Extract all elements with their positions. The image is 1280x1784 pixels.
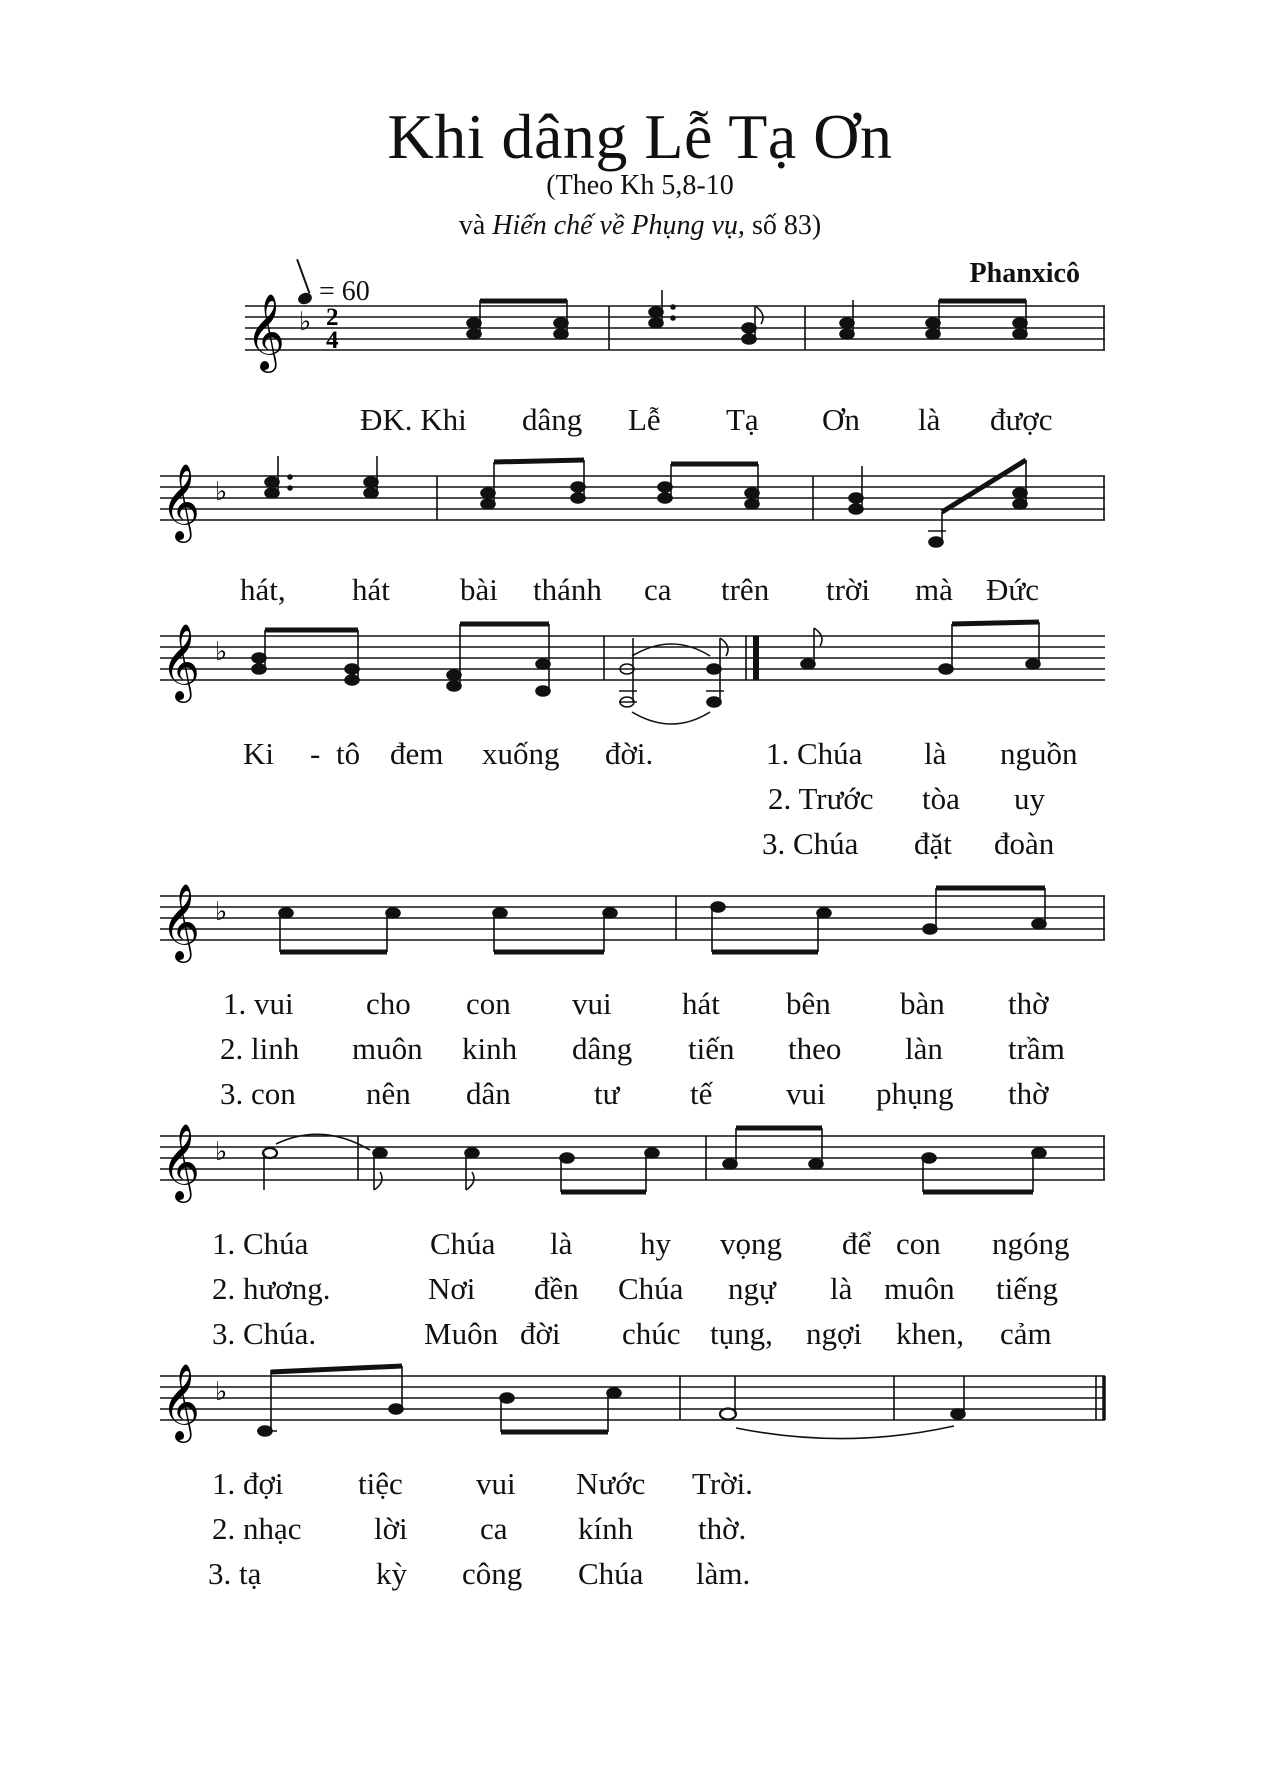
lyric-syllable: Trời. [692, 1466, 753, 1501]
lyric-syllable: Ơn [822, 402, 860, 437]
lyric-syllable: dâng [522, 402, 583, 437]
lyric-syllable: làn [905, 1031, 943, 1066]
lyric-syllable: tế [690, 1076, 713, 1111]
lyric-syllable: ca [644, 572, 672, 607]
lyric-syllable: kinh [462, 1031, 518, 1066]
lyric-syllable: ngợi [806, 1316, 863, 1351]
lyric-syllable: để [842, 1226, 872, 1261]
lyric-syllable: bài [460, 572, 498, 607]
lyric-syllable: 1. Chúa [766, 736, 863, 771]
lyric-syllable: 1. Chúa [212, 1226, 309, 1261]
lyric-syllable: đời [520, 1316, 561, 1351]
flat-sign: ♭ [215, 477, 228, 507]
lyric-syllable: là [918, 402, 941, 437]
subtitle-source-italic: Hiến chế về Phụng vụ, [492, 210, 745, 241]
lyric-syllable: Nơi [428, 1271, 476, 1306]
lyric-syllable: 2. hương. [212, 1271, 331, 1306]
lyric-syllable: 1. đợi [212, 1466, 284, 1501]
composer-name: Phanxicô [969, 258, 1080, 289]
lyric-syllable: làm. [696, 1556, 751, 1591]
tempo-value: = 60 [319, 276, 370, 307]
lyric-syllable: nguồn [1000, 736, 1078, 771]
flat-sign: ♭ [215, 637, 228, 667]
time-sig-bottom: 4 [326, 327, 339, 354]
lyric-syllable: là [830, 1271, 853, 1306]
lyric-syllable: là [924, 736, 947, 771]
lyric-syllable: bên [786, 986, 831, 1021]
lyric-syllable: thánh [533, 572, 602, 607]
lyric-syllable: thờ. [698, 1511, 747, 1546]
lyric-syllable: cho [366, 986, 411, 1021]
lyric-syllable: đền [534, 1271, 579, 1306]
lyric-syllable: đem [390, 736, 444, 771]
lyric-syllable: đặt [914, 826, 952, 861]
staff-system-2 [0, 463, 1280, 586]
lyric-syllable: hát, [240, 572, 286, 607]
lyric-syllable: ngóng [992, 1226, 1070, 1261]
lyric-syllable: vui [786, 1076, 826, 1111]
lyric-syllable: Đức [986, 572, 1039, 607]
lyric-syllable: dân [466, 1076, 511, 1111]
lyric-syllable: đời. [605, 736, 654, 771]
lyric-syllable: phụng [876, 1076, 954, 1111]
lyric-syllable: lời [374, 1511, 408, 1546]
lyric-syllable: Chúa [618, 1271, 684, 1306]
lyric-syllable: - [310, 736, 321, 771]
lyric-syllable: kỳ [376, 1556, 407, 1591]
lyric-syllable: là [550, 1226, 573, 1261]
lyric-syllable: tiếng [996, 1271, 1058, 1306]
flat-sign: ♭ [215, 1377, 228, 1407]
lyric-syllable: khen, [896, 1316, 965, 1351]
lyric-syllable: tiến [688, 1031, 735, 1066]
lyric-syllable: Chúa [430, 1226, 496, 1261]
lyric-syllable: dâng [572, 1031, 633, 1066]
lyric-syllable: hát [352, 572, 390, 607]
lyric-syllable: đoàn [994, 826, 1055, 861]
lyric-syllable: muôn [352, 1031, 423, 1066]
lyric-syllable: kính [578, 1511, 634, 1546]
lyric-syllable: 3. Chúa [762, 826, 859, 861]
lyric-syllable: ngự [728, 1271, 776, 1306]
lyric-syllable: tụng, [710, 1316, 773, 1351]
lyric-syllable: thờ [1008, 1076, 1049, 1111]
time-sig-top: 2 [326, 304, 339, 331]
lyric-syllable: vui [476, 1466, 516, 1501]
lyric-syllable: tô [336, 736, 361, 771]
staff-system-4 [0, 883, 1280, 1006]
lyric-syllable: ĐK. Khi [360, 402, 467, 437]
lyric-syllable: cảm [1000, 1316, 1052, 1351]
lyric-syllable: chúc [622, 1316, 681, 1351]
lyric-syllable: 3. tạ [208, 1556, 262, 1591]
treble-clef-icon: 𝄞 [161, 1363, 201, 1440]
lyric-syllable: nên [366, 1076, 411, 1111]
lyric-syllable: ca [480, 1511, 508, 1546]
lyric-syllable: thờ [1008, 986, 1049, 1021]
lyric-syllable: được [990, 402, 1053, 437]
flat-sign: ♭ [215, 1137, 228, 1167]
staff-system-3 [0, 623, 1280, 746]
flat-sign: ♭ [299, 307, 312, 337]
lyric-syllable: con [466, 986, 511, 1021]
lyric-syllable: Chúa [578, 1556, 644, 1591]
flat-sign: ♭ [215, 897, 228, 927]
lyric-syllable: hát [682, 986, 720, 1021]
lyric-syllable: trên [721, 572, 770, 607]
subtitle-reference: (Theo Kh 5,8-10 [546, 170, 734, 201]
treble-clef-icon: 𝄞 [161, 463, 201, 540]
lyric-syllable: xuống [482, 736, 560, 771]
lyric-syllable: 1. vui [223, 986, 294, 1021]
lyric-syllable: mà [915, 572, 953, 607]
lyric-syllable: Ki [243, 736, 274, 771]
lyric-syllable: 2. Trước [768, 781, 874, 816]
lyric-syllable: công [462, 1556, 523, 1591]
lyric-syllable: bàn [900, 986, 945, 1021]
lyric-syllable: vui [572, 986, 612, 1021]
subtitle-source [0, 210, 1280, 242]
treble-clef-icon: 𝄞 [161, 1123, 201, 1200]
lyric-syllable: con [896, 1226, 941, 1261]
lyric-syllable: tiệc [358, 1466, 403, 1501]
lyric-syllable: Muôn [424, 1316, 499, 1351]
treble-clef-icon: 𝄞 [246, 293, 286, 370]
lyric-syllable: 2. linh [220, 1031, 300, 1066]
lyric-syllable: Tạ [726, 402, 759, 437]
lyric-syllable: theo [788, 1031, 842, 1066]
lyric-syllable: 3. Chúa. [212, 1316, 317, 1351]
lyric-syllable: trời [826, 572, 870, 607]
lyric-syllable: hy [640, 1226, 671, 1261]
treble-clef-icon: 𝄞 [161, 623, 201, 700]
lyric-syllable: 3. con [220, 1076, 296, 1111]
lyric-syllable: Lễ [628, 402, 661, 437]
lyric-syllable: uy [1014, 781, 1045, 816]
song-title: Khi dâng Lễ Tạ Ơn [387, 101, 893, 172]
lyric-syllable: trầm [1008, 1031, 1065, 1066]
lyric-syllable: vọng [720, 1226, 782, 1261]
subtitle-source-post: số 83) [744, 210, 822, 241]
treble-clef-icon: 𝄞 [161, 883, 201, 960]
subtitle-source-pre: và [458, 210, 493, 241]
staff-system-1 [0, 293, 1280, 416]
lyric-syllable: Nước [576, 1466, 646, 1501]
lyric-syllable: tòa [922, 781, 960, 816]
lyric-syllable: 2. nhạc [212, 1511, 302, 1546]
lyric-syllable: tư [594, 1076, 620, 1111]
lyric-syllable: muôn [884, 1271, 955, 1306]
